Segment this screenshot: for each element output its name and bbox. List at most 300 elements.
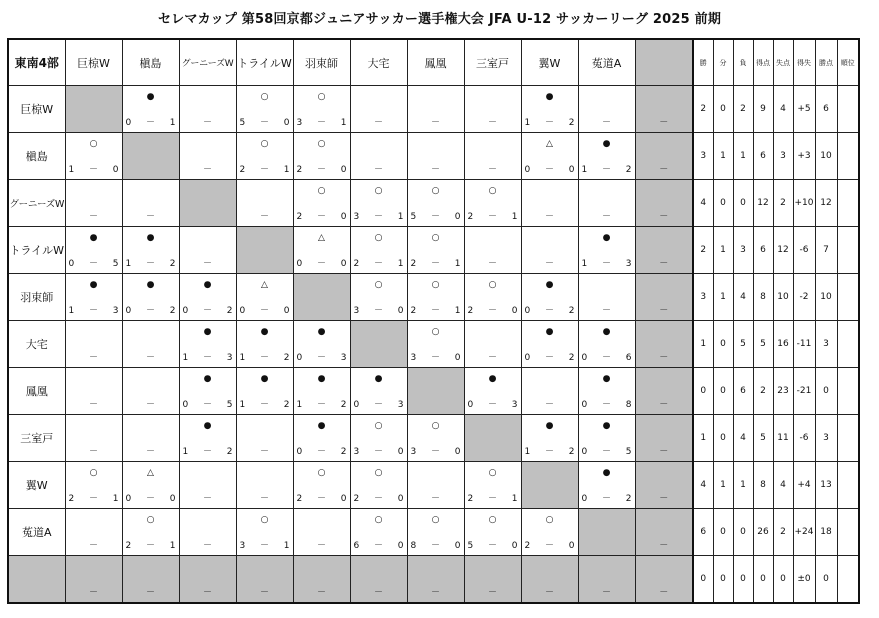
score-away: 1	[283, 541, 290, 551]
stat-value: 1	[693, 415, 713, 462]
stat-value: 3	[733, 227, 753, 274]
match-cell	[122, 462, 179, 509]
stat-header: 得点	[753, 39, 773, 86]
score-away: 2	[568, 353, 575, 363]
self-match-cell	[635, 133, 693, 180]
score-separator: －	[487, 306, 497, 316]
stat-value: 4	[773, 86, 793, 133]
no-match-dash: －	[88, 353, 98, 363]
match-cell	[407, 462, 464, 509]
stat-value: 12	[773, 227, 793, 274]
result-mark: ○	[317, 139, 326, 149]
match-cell	[521, 86, 578, 133]
table-row	[8, 86, 859, 133]
score-home: 5	[467, 541, 474, 551]
result-mark: ○	[431, 280, 440, 290]
score-separator: －	[430, 541, 440, 551]
score-home: 3	[353, 306, 360, 316]
no-match-dash: －	[316, 541, 326, 551]
match-score	[525, 353, 575, 363]
match-cell	[521, 274, 578, 321]
score-away: 1	[340, 118, 347, 128]
column-team-name: 三室戸	[464, 39, 521, 86]
match-cell	[236, 415, 293, 462]
match-cell	[179, 509, 236, 556]
score-separator: －	[202, 306, 212, 316]
match-cell	[179, 462, 236, 509]
match-score	[582, 165, 632, 175]
result-mark: ○	[317, 92, 326, 102]
stat-value: 10	[815, 133, 837, 180]
score-separator: －	[316, 165, 326, 175]
column-team-name: 羽束師	[293, 39, 350, 86]
score-away: 0	[397, 541, 404, 551]
score-separator: －	[259, 118, 269, 128]
score-home: 2	[296, 212, 303, 222]
score-home: 0	[524, 306, 531, 316]
match-score	[411, 212, 461, 222]
score-home: 3	[353, 212, 360, 222]
score-home: 0	[353, 400, 360, 410]
stat-value: 2	[753, 368, 773, 415]
stat-value: 1	[713, 133, 733, 180]
stat-value: 8	[753, 462, 773, 509]
score-separator: －	[373, 259, 383, 269]
match-cell	[65, 368, 122, 415]
stat-value: ±0	[793, 556, 815, 604]
score-separator: －	[487, 400, 497, 410]
row-team-name: 大宅	[8, 321, 65, 368]
score-home: 0	[524, 165, 531, 175]
score-separator: －	[601, 259, 611, 269]
result-mark: ○	[374, 280, 383, 290]
no-match-dash: －	[373, 588, 383, 598]
no-match-dash: －	[659, 494, 669, 504]
no-match-dash: －	[88, 541, 98, 551]
match-cell	[65, 462, 122, 509]
score-separator: －	[202, 400, 212, 410]
match-cell	[179, 86, 236, 133]
no-match-dash: －	[430, 118, 440, 128]
score-separator: －	[145, 541, 155, 551]
result-mark: ○	[374, 186, 383, 196]
self-match-cell	[179, 180, 236, 227]
score-away: 0	[568, 541, 575, 551]
stat-value: 12	[815, 180, 837, 227]
result-mark: ●	[89, 280, 98, 290]
score-separator: －	[544, 118, 554, 128]
self-match-cell	[122, 556, 179, 604]
no-match-dash: －	[544, 588, 554, 598]
self-match-cell	[578, 556, 635, 604]
match-score	[354, 212, 404, 222]
match-cell	[350, 368, 407, 415]
score-separator: －	[373, 212, 383, 222]
no-match-dash: －	[659, 259, 669, 269]
score-away: 0	[169, 494, 176, 504]
score-home: 2	[410, 306, 417, 316]
match-cell	[179, 227, 236, 274]
score-separator: －	[316, 400, 326, 410]
match-cell	[236, 321, 293, 368]
result-mark: ○	[431, 515, 440, 525]
match-cell	[350, 227, 407, 274]
match-score	[183, 400, 233, 410]
score-home: 1	[68, 306, 75, 316]
score-home: 3	[410, 447, 417, 457]
row-team-name: 巨椋W	[8, 86, 65, 133]
score-separator: －	[544, 165, 554, 175]
stat-value: +5	[793, 86, 815, 133]
score-home: 0	[125, 306, 132, 316]
match-cell	[65, 321, 122, 368]
score-separator: －	[145, 259, 155, 269]
match-score	[525, 118, 575, 128]
result-mark: ○	[488, 515, 497, 525]
score-home: 0	[125, 494, 132, 504]
result-mark: ○	[374, 421, 383, 431]
match-cell	[464, 133, 521, 180]
blank-row-name	[8, 556, 65, 604]
match-score	[411, 447, 461, 457]
stat-value: 1	[733, 462, 753, 509]
result-mark: △	[261, 280, 268, 290]
score-home: 2	[296, 494, 303, 504]
stat-value: 0	[713, 321, 733, 368]
page-title: セレマカップ 第58回京都ジュニアサッカー選手権大会 JFA U-12 サッカーリーグ 2025 前期	[157, 12, 722, 27]
match-cell	[578, 462, 635, 509]
match-score	[354, 306, 404, 316]
self-match-cell	[635, 227, 693, 274]
match-score	[525, 165, 575, 175]
result-mark: ●	[602, 374, 611, 384]
self-match-cell	[635, 368, 693, 415]
no-match-dash: －	[487, 353, 497, 363]
no-match-dash: －	[659, 118, 669, 128]
score-away: 3	[112, 306, 119, 316]
no-match-dash: －	[145, 212, 155, 222]
match-score	[354, 447, 404, 457]
match-cell	[122, 180, 179, 227]
match-cell	[407, 86, 464, 133]
score-away: 0	[511, 306, 518, 316]
score-away: 1	[112, 494, 119, 504]
score-separator: －	[88, 259, 98, 269]
stat-value	[837, 368, 859, 415]
score-home: 2	[353, 259, 360, 269]
match-cell	[578, 321, 635, 368]
stat-value: 0	[733, 180, 753, 227]
stat-value	[837, 321, 859, 368]
no-match-dash: －	[487, 165, 497, 175]
score-away: 0	[340, 494, 347, 504]
table-row	[8, 462, 859, 509]
match-cell	[122, 86, 179, 133]
score-away: 8	[625, 400, 632, 410]
table-row	[8, 556, 859, 604]
match-score	[240, 353, 290, 363]
stat-value: +4	[793, 462, 815, 509]
result-mark: ○	[488, 280, 497, 290]
match-score	[297, 353, 347, 363]
score-separator: －	[259, 353, 269, 363]
stat-header: 負	[733, 39, 753, 86]
score-separator: －	[544, 447, 554, 457]
header-row	[8, 39, 859, 86]
stat-header: 勝	[693, 39, 713, 86]
no-match-dash: －	[145, 588, 155, 598]
match-cell	[65, 227, 122, 274]
match-cell	[293, 180, 350, 227]
result-mark: ●	[602, 233, 611, 243]
match-cell	[464, 180, 521, 227]
no-match-dash: －	[202, 541, 212, 551]
result-mark: ○	[317, 468, 326, 478]
stat-value: 5	[733, 321, 753, 368]
score-separator: －	[259, 541, 269, 551]
stat-value: 0	[773, 556, 793, 604]
match-score	[582, 494, 632, 504]
no-match-dash: －	[259, 212, 269, 222]
match-score	[297, 165, 347, 175]
match-cell	[407, 509, 464, 556]
match-cell	[236, 180, 293, 227]
match-score	[297, 118, 347, 128]
result-mark: ●	[260, 374, 269, 384]
no-match-dash: －	[88, 447, 98, 457]
stat-header: 勝点	[815, 39, 837, 86]
stat-value: 3	[815, 321, 837, 368]
result-mark: △	[318, 233, 325, 243]
match-cell	[578, 180, 635, 227]
table-row	[8, 509, 859, 556]
result-mark: ●	[317, 374, 326, 384]
score-away: 0	[397, 447, 404, 457]
score-separator: －	[373, 306, 383, 316]
no-match-dash: －	[659, 165, 669, 175]
match-cell	[521, 368, 578, 415]
stat-value: 4	[693, 462, 713, 509]
stat-value: 12	[753, 180, 773, 227]
match-cell	[122, 415, 179, 462]
match-cell	[236, 133, 293, 180]
score-away: 2	[283, 400, 290, 410]
match-cell	[407, 321, 464, 368]
score-home: 0	[581, 400, 588, 410]
no-match-dash: －	[544, 259, 554, 269]
no-match-dash: －	[544, 212, 554, 222]
score-home: 2	[467, 306, 474, 316]
score-home: 1	[524, 118, 531, 128]
result-mark: ●	[146, 233, 155, 243]
self-match-cell	[464, 556, 521, 604]
stat-value: 23	[773, 368, 793, 415]
no-match-dash: －	[487, 118, 497, 128]
match-cell	[122, 274, 179, 321]
self-match-cell	[350, 556, 407, 604]
match-cell	[350, 274, 407, 321]
table-row	[8, 180, 859, 227]
stat-value: 2	[693, 227, 713, 274]
table-row	[8, 274, 859, 321]
match-score	[468, 306, 518, 316]
match-score	[297, 212, 347, 222]
score-separator: －	[145, 494, 155, 504]
no-match-dash: －	[430, 165, 440, 175]
score-separator: －	[430, 259, 440, 269]
result-mark: ○	[260, 515, 269, 525]
no-match-dash: －	[601, 306, 611, 316]
result-mark: ●	[203, 374, 212, 384]
column-team-name: トライルW	[236, 39, 293, 86]
match-score	[183, 447, 233, 457]
score-away: 1	[169, 541, 176, 551]
score-home: 1	[581, 259, 588, 269]
self-match-cell	[635, 86, 693, 133]
no-match-dash: －	[659, 212, 669, 222]
score-away: 3	[625, 259, 632, 269]
score-home: 2	[296, 165, 303, 175]
score-separator: －	[544, 306, 554, 316]
match-cell	[65, 415, 122, 462]
row-team-name: 槇島	[8, 133, 65, 180]
score-separator: －	[316, 494, 326, 504]
score-separator: －	[601, 400, 611, 410]
result-mark: ●	[146, 280, 155, 290]
stat-value: -21	[793, 368, 815, 415]
match-score	[582, 400, 632, 410]
result-mark: ○	[488, 186, 497, 196]
match-score	[126, 118, 176, 128]
match-score	[468, 212, 518, 222]
score-away: 3	[226, 353, 233, 363]
score-away: 1	[454, 259, 461, 269]
no-match-dash: －	[544, 400, 554, 410]
column-team-name: 巨椋W	[65, 39, 122, 86]
stat-value: 0	[713, 180, 733, 227]
no-match-dash: －	[487, 259, 497, 269]
self-match-cell	[635, 556, 693, 604]
stat-value: 6	[733, 368, 753, 415]
score-away: 2	[568, 118, 575, 128]
self-match-cell	[407, 556, 464, 604]
result-mark: ○	[260, 139, 269, 149]
score-separator: －	[259, 400, 269, 410]
stat-value	[837, 509, 859, 556]
column-team-name: 大宅	[350, 39, 407, 86]
blank-team-header	[635, 39, 693, 86]
score-away: 0	[112, 165, 119, 175]
match-score	[411, 541, 461, 551]
stat-value: 18	[815, 509, 837, 556]
match-score	[525, 306, 575, 316]
score-away: 1	[397, 212, 404, 222]
self-match-cell	[350, 321, 407, 368]
score-away: 2	[169, 259, 176, 269]
match-cell	[293, 415, 350, 462]
score-separator: －	[145, 306, 155, 316]
score-away: 1	[454, 306, 461, 316]
match-cell	[293, 227, 350, 274]
score-home: 0	[296, 259, 303, 269]
self-match-cell	[635, 415, 693, 462]
match-score	[69, 494, 119, 504]
match-cell	[407, 133, 464, 180]
score-separator: －	[487, 212, 497, 222]
match-cell	[407, 274, 464, 321]
result-mark: ○	[488, 468, 497, 478]
stat-value: 10	[815, 274, 837, 321]
no-match-dash: －	[88, 212, 98, 222]
score-away: 2	[568, 447, 575, 457]
match-score	[69, 259, 119, 269]
match-cell	[407, 415, 464, 462]
stat-value: 3	[773, 133, 793, 180]
match-cell	[179, 274, 236, 321]
result-mark: ○	[260, 92, 269, 102]
stat-value: 4	[773, 462, 793, 509]
stat-value: 5	[753, 321, 773, 368]
match-cell	[350, 509, 407, 556]
result-mark: ●	[602, 139, 611, 149]
score-separator: －	[88, 306, 98, 316]
score-away: 2	[283, 353, 290, 363]
match-score	[183, 353, 233, 363]
score-separator: －	[145, 118, 155, 128]
match-cell	[236, 462, 293, 509]
match-score	[297, 259, 347, 269]
score-home: 5	[410, 212, 417, 222]
score-away: 1	[511, 212, 518, 222]
stat-value: 0	[713, 509, 733, 556]
score-home: 3	[296, 118, 303, 128]
match-cell	[350, 462, 407, 509]
match-cell	[350, 133, 407, 180]
match-cell	[293, 462, 350, 509]
match-cell	[521, 321, 578, 368]
result-mark: ●	[602, 421, 611, 431]
column-team-name: 槇島	[122, 39, 179, 86]
stat-value: 4	[733, 415, 753, 462]
match-cell	[407, 180, 464, 227]
score-separator: －	[601, 494, 611, 504]
match-cell	[464, 227, 521, 274]
stat-value: +3	[793, 133, 815, 180]
self-match-cell	[236, 556, 293, 604]
no-match-dash: －	[487, 588, 497, 598]
score-separator: －	[373, 494, 383, 504]
match-cell	[578, 86, 635, 133]
no-match-dash: －	[430, 494, 440, 504]
no-match-dash: －	[659, 400, 669, 410]
result-mark: ○	[89, 139, 98, 149]
self-match-cell	[635, 274, 693, 321]
stat-value: +24	[793, 509, 815, 556]
self-match-cell	[635, 462, 693, 509]
result-mark: ○	[89, 468, 98, 478]
stat-value: 1	[713, 227, 733, 274]
no-match-dash: －	[202, 588, 212, 598]
match-score	[468, 541, 518, 551]
score-away: 2	[226, 306, 233, 316]
self-match-cell	[65, 86, 122, 133]
score-separator: －	[601, 165, 611, 175]
result-mark: ○	[374, 515, 383, 525]
score-home: 0	[125, 118, 132, 128]
no-match-dash: －	[601, 212, 611, 222]
score-away: 1	[283, 165, 290, 175]
match-score	[582, 447, 632, 457]
